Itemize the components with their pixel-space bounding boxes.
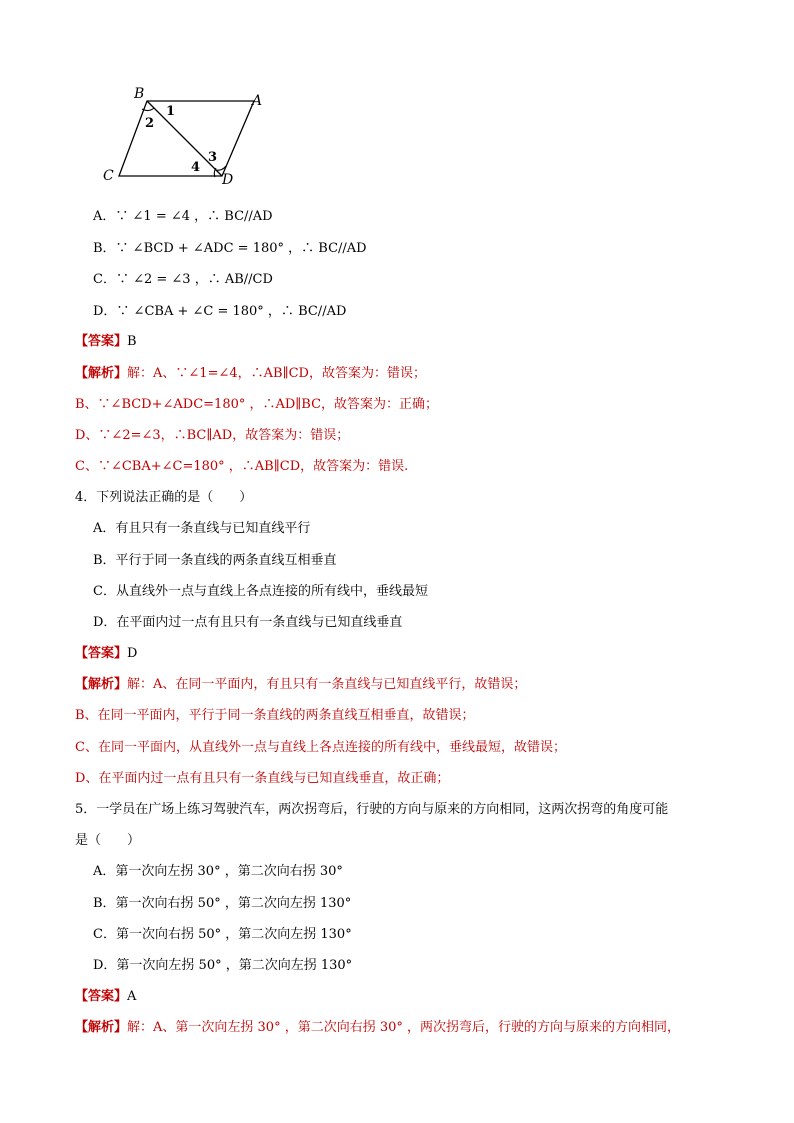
- q5-option-d: D．第一次向左拐 50° ，第二次向左拐 130°: [93, 958, 353, 973]
- q3-option-a: A．∵ ∠1 = ∠4 ，∴ BC//AD: [93, 209, 273, 224]
- answer-tag: 【答案】: [75, 989, 128, 1004]
- label-angle-1: 1: [166, 104, 176, 119]
- q4-explanation-line-2: B、在同一平面内，平行于同一条直线的两条直线互相垂直，故错误；: [75, 708, 475, 723]
- q4-stem: 4．下列说法正确的是（ ）: [75, 490, 253, 505]
- label-angle-4: 4: [191, 160, 201, 175]
- answer-value: A: [127, 989, 137, 1004]
- explanation-text: 解：A、在同一平面内，有且只有一条直线与已知直线平行，故错误；: [127, 677, 527, 692]
- q4-option-d: D．在平面内过一点有且只有一条直线与已知直线垂直: [93, 615, 403, 630]
- q3-option-c: C．∵ ∠2 = ∠3 ，∴ AB//CD: [93, 272, 273, 287]
- q5-stem-line-1: 5．一学员在广场上练习驾驶汽车，两次拐弯后，行驶的方向与原来的方向相同，这两次拐弯的角度可能: [75, 802, 669, 817]
- q4-option-c: C．从直线外一点与直线上各点连接的所有线中，垂线最短: [93, 584, 428, 599]
- explanation-text: 解：A、第一次向左拐 30° ，第二次向右拐 30° ，两次拐弯后，行驶的方向与原来的方向相同，: [127, 1020, 681, 1035]
- q4-explanation-line-1: [75, 676, 526, 694]
- q3-explanation-line-4: C、∵∠CBA+∠C=180° ，∴AB∥CD，故答案为：错误.: [75, 459, 409, 474]
- answer-tag: 【答案】: [75, 334, 128, 349]
- answer-value: D: [127, 646, 138, 661]
- label-angle-3: 3: [208, 150, 218, 165]
- parallelogram-figure: [95, 82, 275, 190]
- q5-option-c: C．第一次向右拐 50° ，第二次向左拐 130°: [93, 927, 352, 942]
- label-c: C: [103, 168, 114, 184]
- label-a: A: [252, 93, 263, 109]
- explanation-tag: 【解析】: [75, 1020, 128, 1035]
- parallelogram-abcd: [119, 101, 254, 176]
- explanation-tag: 【解析】: [75, 677, 128, 692]
- q3-answer: [75, 333, 137, 351]
- q5-stem-line-2: 是（ ）: [75, 833, 141, 848]
- q3-explanation-line-2: B、∵∠BCD+∠ADC=180° ，∴AD∥BC，故答案为：正确；: [75, 397, 439, 412]
- q4-option-a: A．有且只有一条直线与已知直线平行: [93, 521, 311, 536]
- q4-explanation-line-4: D、在平面内过一点有且只有一条直线与已知直线垂直，故正确；: [75, 771, 450, 786]
- q3-option-b: B．∵ ∠BCD + ∠ADC = 180° ，∴ BC//AD: [93, 241, 367, 256]
- q3-explanation-line-3: D、∵∠2=∠3，∴BC∥AD，故答案为：错误；: [75, 428, 350, 443]
- explanation-text: 解：A、∵∠1=∠4，∴AB∥CD，故答案为：错误；: [127, 366, 426, 381]
- q5-explanation-line-1: [75, 1019, 680, 1037]
- q5-answer: [75, 988, 136, 1006]
- label-angle-2: 2: [145, 116, 155, 131]
- label-d: D: [222, 172, 234, 188]
- q4-option-b: B．平行于同一条直线的两条直线互相垂直: [93, 553, 337, 568]
- q5-option-b: B．第一次向右拐 50° ，第二次向左拐 130°: [93, 896, 352, 911]
- q4-answer: [75, 645, 137, 663]
- q5-option-a: A．第一次向左拐 30° ，第二次向右拐 30°: [93, 864, 343, 879]
- q4-explanation-line-3: C、在同一平面内，从直线外一点与直线上各点连接的所有线中，垂线最短，故错误；: [75, 740, 566, 755]
- label-b: B: [134, 86, 145, 102]
- q3-explanation-line-1: [75, 365, 426, 383]
- answer-tag: 【答案】: [75, 646, 128, 661]
- q3-option-d: D．∵ ∠CBA + ∠C = 180° ，∴ BC//AD: [93, 304, 347, 319]
- explanation-tag: 【解析】: [75, 366, 128, 381]
- answer-value: B: [127, 334, 137, 349]
